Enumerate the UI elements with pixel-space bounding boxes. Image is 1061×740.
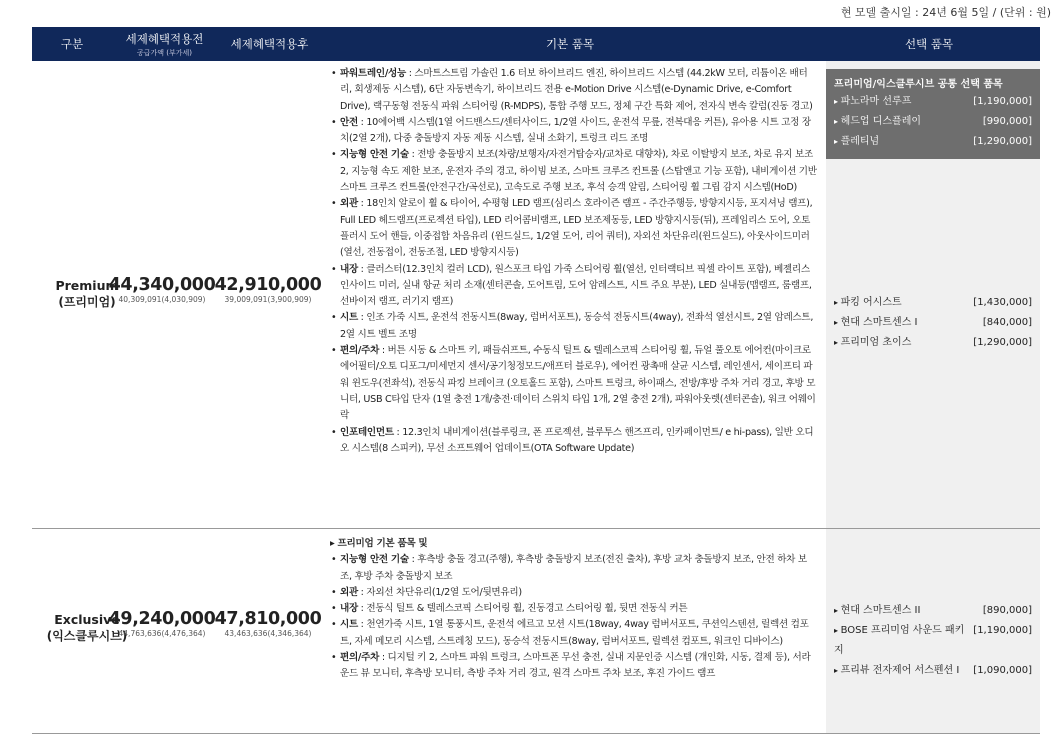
basic-item [330,552,818,585]
basic-item-text: : 인조 가죽 시트, 운전석 전동시트(8way, 럼버서포트), 동승석 전동시트(4way), 전좌석 열선시트, 2열 암레스트, 2열 시트 벨트 조명 [340,312,814,340]
option-item [826,313,1040,333]
exclusive-basic-list [330,536,818,683]
price-after-sub: 39,009,091(3,900,909) [224,295,312,304]
premium-basic-list [330,66,818,457]
basic-item-text: : 12.3인치 내비게이션(블루링크, 폰 프로젝션, 블루투스 핸즈프리, 인카페이먼트/ e hi-pass), 일반 오디오 시스템(8 스피커), 무선 소프트웨어 업데이트(OTA Software Update) [340,426,814,454]
option-price: [1,190,000] [973,96,1032,107]
price-before-tax [108,609,216,638]
option-item [826,112,1040,132]
premium-options-list [826,293,1040,353]
price-before-value: 44,340,000 [108,275,216,295]
release-note: 현 모델 출시일 : 24년 6월 5일 / (단위 : 원) [840,6,1051,19]
basic-item-category: 내장 [340,603,358,615]
basic-item [330,310,818,343]
option-price: [1,290,000] [973,337,1032,348]
basic-item-category: 파워트레인/성능 [340,68,406,79]
exclusive-row [32,529,1040,734]
price-after-value: 47,810,000 [214,609,322,629]
common-options-title: 프리미엄/익스클루시브 공통 선택 품목 [834,79,1003,90]
option-price: [1,430,000] [973,297,1032,308]
price-after-value: 42,910,000 [214,275,322,295]
basic-item [330,343,818,424]
basic-item-category: 지능형 안전 기술 [340,149,409,161]
table-header [32,27,1040,61]
price-before-sub: 40,309,091(4,030,909) [118,295,206,304]
option-name: ▸ 현대 스마트센스 I [834,313,918,333]
option-item [826,661,1040,681]
basic-item-text: : 전동식 틸트 & 텔레스코픽 스티어링 휠, 진동경고 스티어링 휠, 뒷면 전동식 커튼 [357,603,688,615]
option-name: ▸ 프리뷰 전자제어 서스펜션 I [834,661,959,681]
option-name: ▸ 헤드업 디스플레이 [834,112,921,132]
price-before-tax [108,275,216,304]
col-before-tax-sub: 공급가액 (부가세) [136,48,193,57]
trim-name-ko: (프리미엄) [58,295,116,309]
option-name: ▸ 현대 스마트센스 II [834,601,920,621]
basic-item [330,262,818,311]
exclusive-options-list [826,601,1040,681]
basic-item [330,66,818,115]
basic-item [330,425,818,458]
trim-name-ko: (익스클루시브) [46,629,128,643]
basic-item-category: 시트 [340,619,358,631]
basic-item-text: : 클러스터(12.3인치 컬러 LCD), 원스포크 타입 가죽 스티어링 휠(열선, 인터랙티브 픽셀 라이트 포함), 베젤리스 인사이드 미러, 실내 항균 처리 소재(센터콘솔, 도어트림, 도어 암레스트, 시트 주요 부분), LED 실내등(맵램프, 룸램프, 선바이저 램프, 러기지 램프) [340,263,812,308]
option-price: [1,190,000] [973,625,1032,636]
col-options: 선택 품목 [904,37,954,51]
basic-item-text: : 전방 충돌방지 보조(차량/보행자/자전거탑승자/교차로 대향차), 차로 이탈방지 보조, 차로 유지 보조 2, 지능형 속도 제한 보조, 운전자 주의 경고, 하이빔 보조, 스마트 크루즈 컨트롤 (스탑앤고 기능 포함), 내비게이션 기반 스마트 크루즈 컨트롤(안전구간/곡선로), 고속도로 주행 보조, 후석 승객 알림, 스티어링 휠 그립 감지 시스템(HoD) [340,149,817,194]
basic-item [330,617,818,650]
col-after-tax: 세제혜택적용후 [230,37,309,51]
basic-item-text: : 천연가죽 시트, 1열 통풍시트, 운전석 에르고 모션 시트(18way, 4way 럼버서포트, 쿠션익스텐션, 릴렉션 컴포트, 자세 메모리 시스템, 스트레칭 모드), 동승석 전동시트(8way, 럼버서포트, 릴렉션 컴포트, 워크인 디바이스) [340,619,809,647]
option-name: ▸ 파킹 어시스트 [834,293,902,313]
exclusive-basic-head: ▸ 프리미엄 기본 품목 및 [330,538,428,549]
common-options-box [826,69,1040,159]
basic-item-category: 편의/주차 [340,652,380,664]
basic-item-text: : 후측방 충돌 경고(주행), 후측방 충돌방지 보조(전진 출차), 후방 교차 충돌방지 보조, 안전 하차 보조, 후방 주차 충돌방지 보조 [340,554,807,582]
price-after-sub: 43,463,636(4,346,364) [224,629,312,638]
basic-item [330,196,818,261]
basic-item [330,147,818,196]
basic-item-category: 외관 [340,586,358,598]
basic-item-text: : 디지털 키 2, 스마트 파워 트렁크, 스마트폰 무선 충전, 실내 지문인증 시스템 (개인화, 시동, 결제 등), 서라운드 뷰 모니터, 후측방 모니터, 측방 주차 거리 경고, 원격 스마트 주차 보조, 후진 가이드 램프 [340,652,811,680]
trim-name-en: Premium [55,278,119,293]
option-price: [890,000] [982,605,1032,616]
basic-item-category: 안전 [340,116,358,128]
option-item [826,132,1040,152]
basic-item-category: 내장 [340,263,358,275]
basic-item [330,585,818,601]
price-before-value: 49,240,000 [108,609,216,629]
option-item [826,621,1040,661]
option-price: [1,090,000] [973,665,1032,676]
option-price: [990,000] [982,116,1032,127]
price-before-sub: 44,763,636(4,476,364) [118,629,206,638]
basic-item [330,650,818,683]
option-name: ▸ 프리미엄 초이스 [834,333,911,353]
basic-item-category: 지능형 안전 기술 [340,554,409,566]
option-price: [1,290,000] [973,136,1032,147]
basic-item-category: 인포테인먼트 [340,426,394,438]
basic-item-category: 외관 [340,198,358,210]
basic-item-text: : 스마트스트림 가솔린 1.6 터보 하이브리드 엔진, 하이브리드 시스템 (44.2kW 모터, 리튬이온 배터리, 회생제동 시스템), 6단 자동변속기, 하이브리드 전용 e-Motion Drive 시스템(e-Dynamic Drive, e-Comfort Drive), 랙구동형 전동식 파워 스티어링 (R-MDPS), 통합 주행 모드, 정체 구간 특화 제어, 전자식 변속 칼럼(진동 경고) [340,68,813,112]
basic-item-text: : 버튼 시동 & 스마트 키, 패들쉬프트, 수동식 틸트 & 텔레스코픽 스티어링 휠, 듀얼 풀오토 에어컨(마이크로 에어필터/오토 디포그/미세먼지 센서/공기청정모드/애프터 블로우), 에어컨 광촉매 살균 시스템, 레인센서, 세이프티 파워 윈도우(전좌석), 전동식 파킹 브레이크 (오토홀드 포함), 스마트 트렁크, 하이패스, 전방/후방 주차 거리 경고, 후방 모니터, USB C타입 단자 (1열 충전 1개/충전·데이터 스위치 타입 1개, 2열 충전 2개), 파워아웃렛(센터콘솔), 워크 어웨이 락 [340,345,816,422]
option-item [826,333,1040,353]
col-trim: 구분 [60,37,84,51]
col-before-tax [112,27,217,61]
price-after-tax [214,609,322,638]
basic-item [330,601,818,617]
basic-item-category: 편의/주차 [340,345,380,357]
price-after-tax [214,275,322,304]
option-item [826,293,1040,313]
basic-item-category: 시트 [340,312,358,324]
basic-item-text: : 10에어백 시스템(1열 어드밴스드/센터사이드, 1/2열 사이드, 운전석 무릎, 전복대응 커튼), 유아용 시트 고정 장치(2열 2개), 다중 충돌방지 자동 제동 시스템, 실내 소화기, 트렁크 리드 조명 [340,116,811,145]
basic-item [330,115,818,148]
basic-item-text: : 자외선 차단유리(1/2열 도어/뒷면유리) [357,586,522,598]
trim-name-en: Exclusive [54,612,120,627]
option-price: [840,000] [982,317,1032,328]
option-item [826,92,1040,112]
option-item [826,601,1040,621]
col-before-tax-label: 세제혜택적용전 [125,31,204,46]
option-name: ▸ 플레티넘 [834,132,879,152]
option-name: ▸ 파노라마 선루프 [834,92,911,112]
col-basic: 기본 품목 [545,37,595,51]
basic-item-text: : 18인치 알로이 휠 & 타이어, 수평형 LED 램프(심리스 호라이즌 램프 - 주간주행등, 방향지시등, 포지셔닝 램프), Full LED 헤드램프(프로젝션 타입), LED 리어콤비램프, LED 보조제동등, LED 방향지시등(뒤), 프레임리스 도어, 오토 플러시 도어 핸들, 이중접합 차음유리 (윈드실드, 1/2열 도어, 리어 쿼터), 자외선 차단유리(윈드실드), 아웃사이드미러(열선, 전동접이, 전동조절, LED 방향지시등) [340,198,813,259]
premium-row [32,61,1040,529]
option-name: ▸ BOSE 프리미엄 사운드 패키지 [834,621,973,661]
